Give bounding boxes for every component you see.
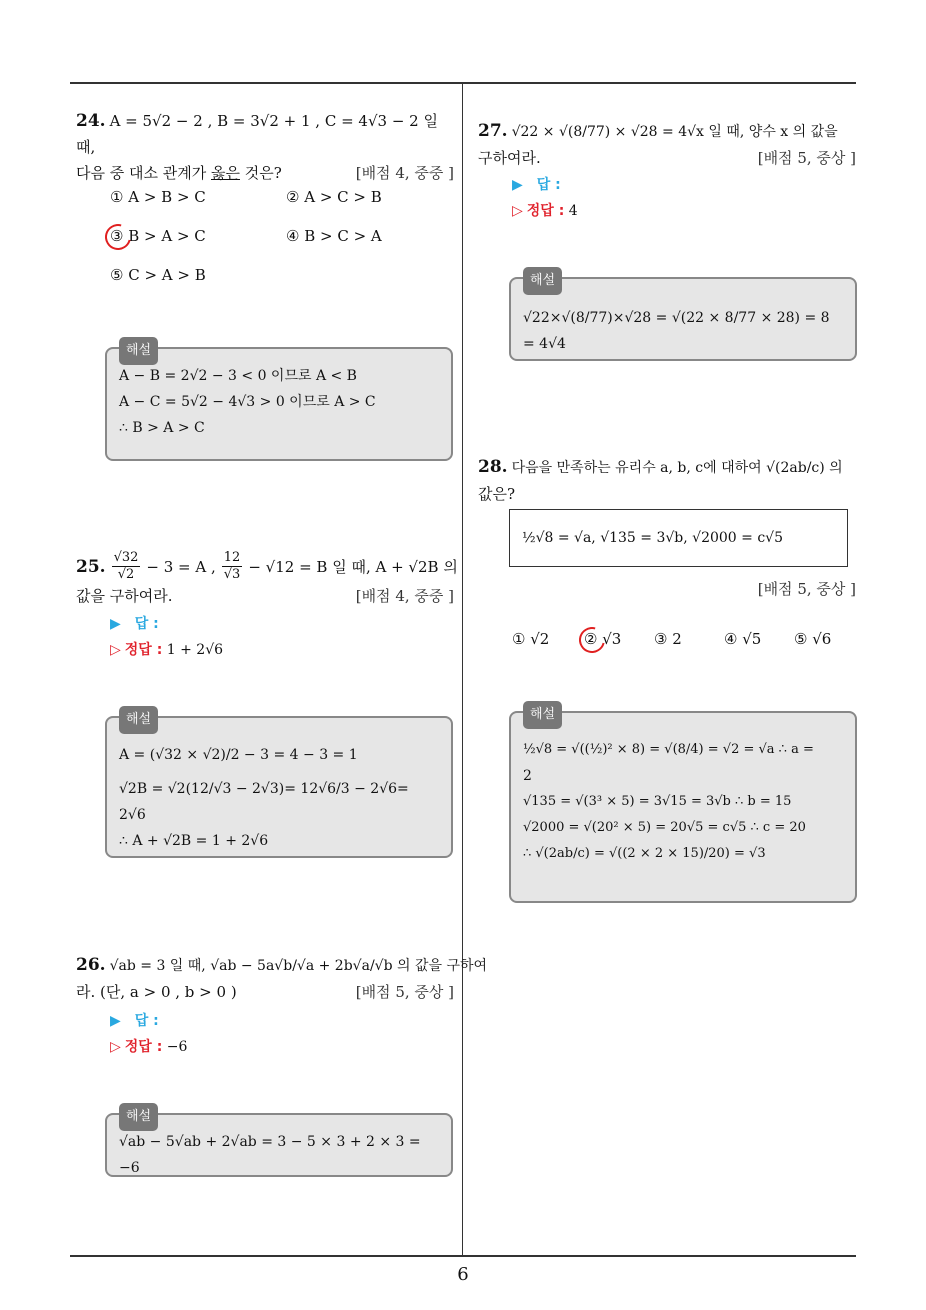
triangle-icon: ▶ [110,1013,121,1029]
problem-26 [76,952,488,1005]
problem-stem-part1: − 3 = A , [146,557,216,576]
answer-label: 답 : [536,177,561,193]
correct-label: 정답 : [124,1039,163,1055]
fraction-12-over-sqrt3: $\frac{12}{√3}$ [223,550,241,582]
problem-stem-line2: 값은? [478,485,516,503]
underlined-word: 옳은 [211,164,240,182]
problem-stem-line2b: 것은? [239,164,282,182]
choice-1[interactable]: ① √2 [512,630,550,648]
problem-24 [76,108,454,186]
explanation-line: A = (√32 × √2)/2 − 3 = 4 − 3 = 1 [119,747,358,763]
problem-stem-line2: 구하여라. [478,149,541,167]
outline-triangle-icon: ▷ [110,642,121,658]
explanation-tag: 해설 [523,701,562,729]
choice-4[interactable]: ④ B > C > A [286,227,382,245]
choice-2[interactable]: ② A > C > B [286,188,382,206]
choice-2-label: ② √3 [584,630,622,648]
correct-answer: −6 [166,1039,188,1055]
explanation-tag: 해설 [119,706,158,734]
problem-stem-line1: A = 5√2 − 2 , B = 3√2 + 1 , C = 4√3 − 2 일 때, [76,112,438,156]
explanation-line: ½√8 = √((½)² × 8) = √(8/4) = √2 = √a ∴ a = [523,742,814,757]
explanation-line: √ab − 5√ab + 2√ab = 3 − 5 × 3 + 2 × 3 = −6 [119,1134,421,1176]
triangle-icon: ▶ [110,616,121,632]
explanation-line: √22×√(8/77)×√28 = √(22 × 8/77 × 28) = 8 = 4√4 [523,310,830,352]
top-rule [70,82,856,84]
answer-circle-mark [100,219,136,255]
answer-25 [110,611,223,663]
explanation-line: ∴ √(2ab/c) = √((2 × 2 × 15)/20) = √3 [523,846,766,861]
outline-triangle-icon: ▷ [512,203,523,219]
answer-27 [512,172,578,224]
answer-26 [110,1008,187,1060]
explanation-line: √2B = √2(12/√3 − 2√3)= 12√6/3 − 2√6= 2√6 [119,781,409,823]
choice-3-label: ③ B > A > C [110,227,206,245]
fraction-sqrt32-over-sqrt2: $\frac{√32}{√2}$ [113,550,139,582]
explanation-tag: 해설 [119,1103,158,1131]
correct-answer: 1 + 2√6 [166,642,224,658]
explanation-24 [105,343,453,461]
choice-1[interactable]: ① A > B > C [110,188,206,206]
page-number: 6 [457,1264,469,1285]
column-divider [462,84,463,1255]
explanation-tag: 해설 [119,337,158,365]
problem-stem-line2a: 다음 중 대소 관계가 [76,164,211,182]
problem-stem-line2: 라. (단, a > 0 , b > 0 ) [76,983,237,1001]
problem-stem-line1: √ab = 3 일 때, √ab − 5a√b/√a + 2b√a/√b 의 값을 구하여 [109,958,488,974]
outline-triangle-icon: ▷ [110,1039,121,1055]
explanation-line: √135 = √(3³ × 5) = 3√15 = 3√b ∴ b = 15 [523,794,792,809]
problem-number: 27. [478,121,508,141]
problem-stem-line1: 다음을 만족하는 유리수 a, b, c에 대하여 √(2ab/c) 의 [511,460,843,476]
problem-27 [478,118,856,171]
choice-2[interactable] [584,630,621,648]
score-label: [배점 5, 중상 ] [355,983,454,1001]
condition-text: ½√8 = √a, √135 = 3√b, √2000 = c√5 [522,530,784,546]
score-label: [배점 5, 중상 ] [757,149,856,167]
correct-label: 정답 : [526,203,565,219]
score-label: [배점 4, 중중 ] [355,164,454,182]
problem-number: 26. [76,955,106,975]
explanation-line: A − B = 2√2 − 3 < 0 이므로 A < B [119,368,357,384]
problem-stem-part2: − √12 = B 일 때, A + √2B 의 [248,557,458,576]
explanation-26 [105,1109,453,1177]
problem-number: 28. [478,457,508,477]
explanation-25 [105,712,453,858]
explanation-28 [509,707,857,903]
choice-5[interactable]: ⑤ √6 [794,630,832,648]
explanation-line: A − C = 5√2 − 4√3 > 0 이므로 A > C [119,394,376,410]
correct-answer: 4 [568,203,578,219]
problem-number: 24. [76,111,106,131]
score-label: [배점 5, 중상 ] [757,580,856,598]
answer-label: 답 : [134,1013,159,1029]
problem-number: 25. [76,556,106,577]
choice-3[interactable]: ③ 2 [654,630,682,648]
problem-25 [76,550,458,609]
choice-3[interactable] [110,227,206,245]
explanation-line: √2000 = √(20² × 5) = 20√5 = c√5 ∴ c = 20 [523,820,806,835]
explanation-tag: 해설 [523,267,562,295]
correct-label: 정답 : [124,642,163,658]
choice-5[interactable]: ⑤ C > A > B [110,266,206,284]
problem-28 [478,454,856,507]
triangle-icon: ▶ [512,177,523,193]
problem-stem-line2: 값을 구하여라. [76,587,173,605]
condition-box [509,509,848,567]
explanation-27 [509,273,857,361]
problem-stem-line1: √22 × √(8/77) × √28 = 4√x 일 때, 양수 x 의 값을 [511,124,838,140]
choice-4[interactable]: ④ √5 [724,630,762,648]
explanation-line: ∴ B > A > C [119,420,205,436]
explanation-line: ∴ A + √2B = 1 + 2√6 [119,833,269,849]
score-line-28 [478,576,856,602]
score-label: [배점 4, 중중 ] [355,587,454,605]
explanation-line: 2 [523,768,532,784]
bottom-rule [70,1255,856,1257]
answer-label: 답 : [134,616,159,632]
answer-circle-mark [574,622,610,658]
